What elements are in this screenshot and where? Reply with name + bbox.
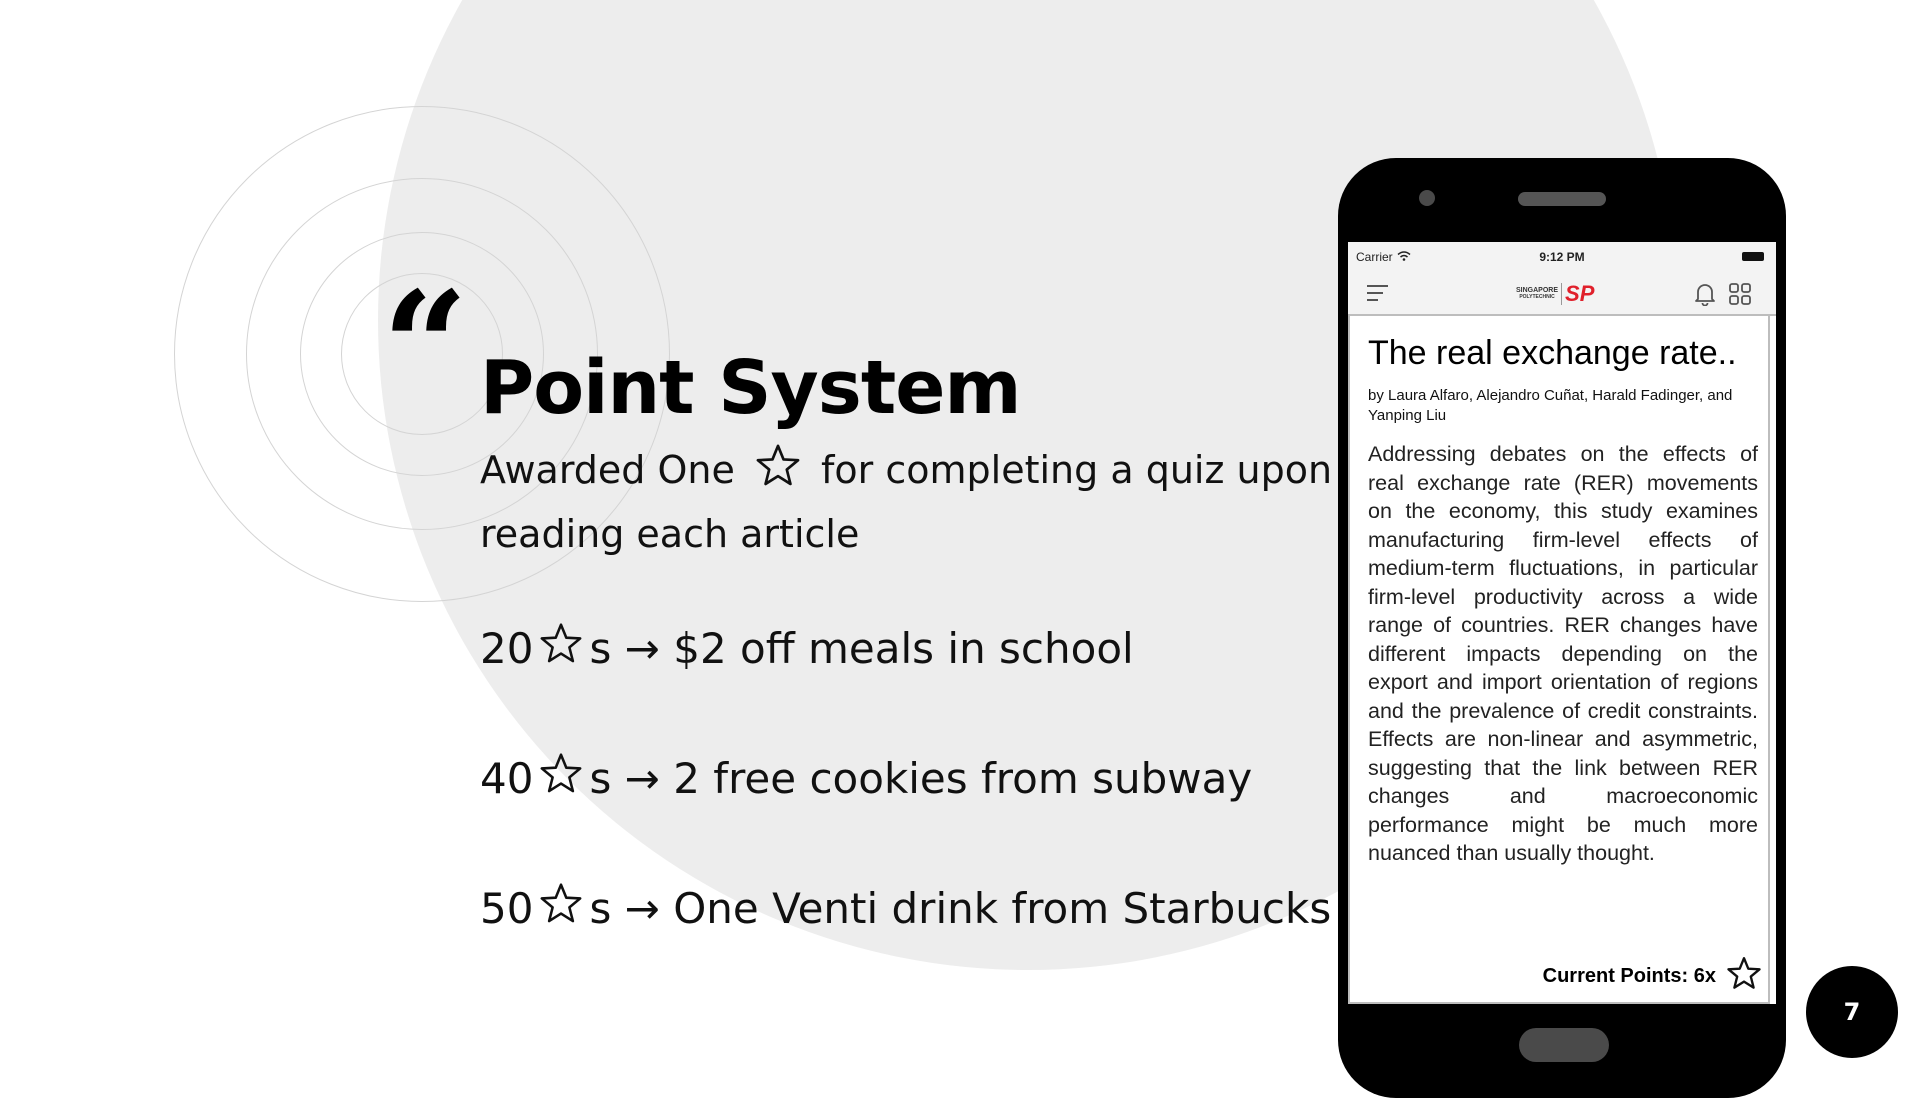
reward-count: 20 bbox=[480, 623, 534, 673]
status-time: 9:12 PM bbox=[1539, 250, 1585, 264]
reward-item bbox=[480, 752, 1252, 804]
status-bar bbox=[1348, 242, 1776, 270]
reward-item bbox=[480, 882, 1331, 934]
phone-mockup bbox=[1338, 158, 1786, 1098]
speaker-grille bbox=[1518, 192, 1606, 206]
camera-icon bbox=[1419, 190, 1435, 206]
article-authors: by Laura Alfaro, Alejandro Cuñat, Harald Fadinger, and Yanping Liu bbox=[1368, 387, 1733, 424]
battery-icon bbox=[1742, 252, 1764, 261]
intro-before-star: Awarded One bbox=[480, 448, 735, 492]
carrier-label: Carrier bbox=[1356, 250, 1411, 264]
star-icon bbox=[539, 752, 583, 804]
current-points-label: Current Points: 6x bbox=[1542, 964, 1716, 987]
star-icon bbox=[755, 443, 801, 504]
phone-screen bbox=[1348, 242, 1776, 1004]
sp-logo: SINGAPORE POLYTECHNIC SP bbox=[1516, 281, 1595, 306]
grid-icon[interactable] bbox=[1728, 282, 1752, 310]
menu-icon[interactable] bbox=[1366, 284, 1390, 306]
star-icon bbox=[1726, 956, 1762, 996]
star-icon bbox=[539, 882, 583, 934]
app-navbar bbox=[1348, 270, 1776, 316]
intro-after-star: for completing a quiz upon reading each article bbox=[480, 448, 1333, 556]
reward-item bbox=[480, 622, 1134, 674]
bell-icon[interactable] bbox=[1694, 282, 1716, 310]
page-number-badge: 7 bbox=[1806, 966, 1898, 1058]
article-title: The real exchange rate.. bbox=[1368, 334, 1737, 372]
article-card[interactable] bbox=[1348, 316, 1770, 1004]
current-points bbox=[1543, 956, 1762, 996]
reward-count: 50 bbox=[480, 883, 534, 933]
article-body: Addressing debates on the effects of real exchange rate (RER) movements on the economy, this study examines manufacturing firm-level effects of medium-term fluctuations, in particular firm-level productivity across a wide range of countries. RER changes have different impacts depending on the export and import orientation of regions and the prevalence of credit constraints. Effects are non-linear and asymmetric, suggesting that the link between RER changes and macroeconomic performance might be much more nuanced than usually thought. bbox=[1368, 442, 1758, 865]
home-button[interactable] bbox=[1519, 1028, 1609, 1062]
intro-text bbox=[480, 440, 1360, 564]
quote-icon: “ bbox=[382, 259, 469, 435]
slide-title: Point System bbox=[480, 345, 1021, 431]
reward-text: s → 2 free cookies from subway bbox=[589, 753, 1253, 803]
reward-count: 40 bbox=[480, 753, 534, 803]
star-icon bbox=[539, 622, 583, 674]
reward-text: s → $2 off meals in school bbox=[589, 623, 1134, 673]
reward-text: s → One Venti drink from Starbucks bbox=[589, 883, 1332, 933]
